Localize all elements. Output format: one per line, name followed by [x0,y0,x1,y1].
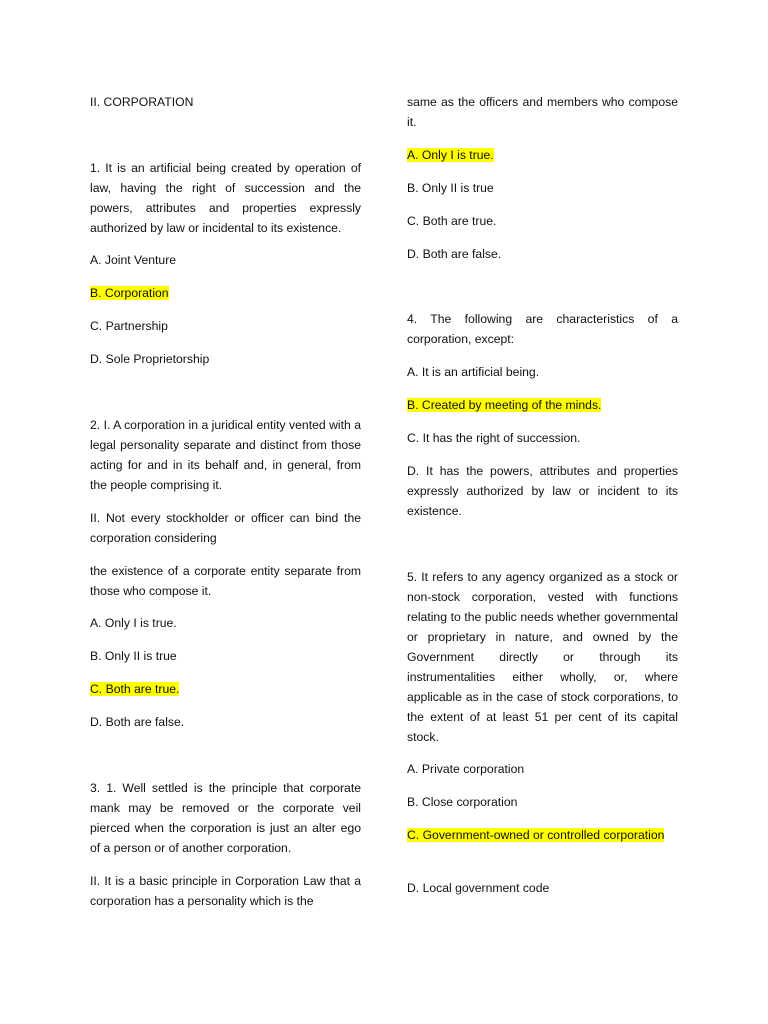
q2-option-a: A. Only I is true. [90,616,177,630]
question-4-text: 4. The following are characteristics of a corporation, except: [407,312,678,346]
question-2-statement-1: 2. I. A corporation in a juridical entity vented with a legal personality separate and distinct from those acting for and in its behalf and, in general, from the people comprising it. [90,418,361,492]
q4-answer-highlight: B. Created by meeting of the minds. [407,398,602,412]
question-5-text: 5. It refers to any agency organized as a stock or non-stock corporation, vested with functions relating to the public needs whether governmental or proprietary in nature, and owned by the Government directly or through its instrumentalities either wholly, or, where applicable as in the case of stock corporations, to the extent of at least 51 per cent of its capital stock. [407,570,678,744]
q4-option-b [407,395,678,415]
q1-option-a: A. Joint Venture [90,253,177,267]
q5-answer-highlight: C. Government-owned or controlled corporation [407,828,665,842]
q1-option-d: D. Sole Proprietorship [90,352,210,366]
question-2-statement-2b: the existence of a corporate entity separate from those who compose it. [90,564,361,598]
q3-option-b: B. Only II is true [407,181,494,195]
q5-option-b: B. Close corporation [407,795,518,809]
q1-option-c: C. Partnership [90,319,168,333]
section-heading: II. CORPORATION [90,95,194,109]
q1-answer-highlight: B. Corporation [90,286,169,300]
q4-option-d: D. It has the powers, attributes and properties expressly authorized by law or incident to its existence. [407,464,678,518]
question-3-statement-2-end: same as the officers and members who compose it. [407,95,678,129]
q4-option-a: A. It is an artificial being. [407,365,540,379]
q3-option-d: D. Both are false. [407,247,502,261]
q3-option-c: C. Both are true. [407,214,497,228]
question-1-text: 1. It is an artificial being created by operation of law, having the right of succession and the powers, attributes and properties expressly authorized by law or incidental to its existence. [90,161,361,235]
question-2-statement-2a: II. Not every stockholder or officer can bind the corporation considering [90,511,361,545]
q1-option-b [90,283,361,303]
q2-answer-highlight: C. Both are true. [90,682,180,696]
q5-option-c [407,825,678,845]
q2-option-d: D. Both are false. [90,715,185,729]
q4-option-c: C. It has the right of succession. [407,431,581,445]
question-3-statement-2-start: II. It is a basic principle in Corporation Law that a corporation has a personality which is the [90,874,361,908]
q3-option-a [407,145,678,165]
q5-option-d: D. Local government code [407,881,550,895]
q3-answer-highlight: A. Only I is true. [407,148,494,162]
q5-option-a: A. Private corporation [407,762,525,776]
q2-option-b: B. Only II is true [90,649,177,663]
question-3-statement-1: 3. 1. Well settled is the principle that corporate mank may be removed or the corporate veil pierced when the corporation is just an alter ego of a person or of another corporation. [90,781,361,855]
q2-option-c [90,679,361,699]
